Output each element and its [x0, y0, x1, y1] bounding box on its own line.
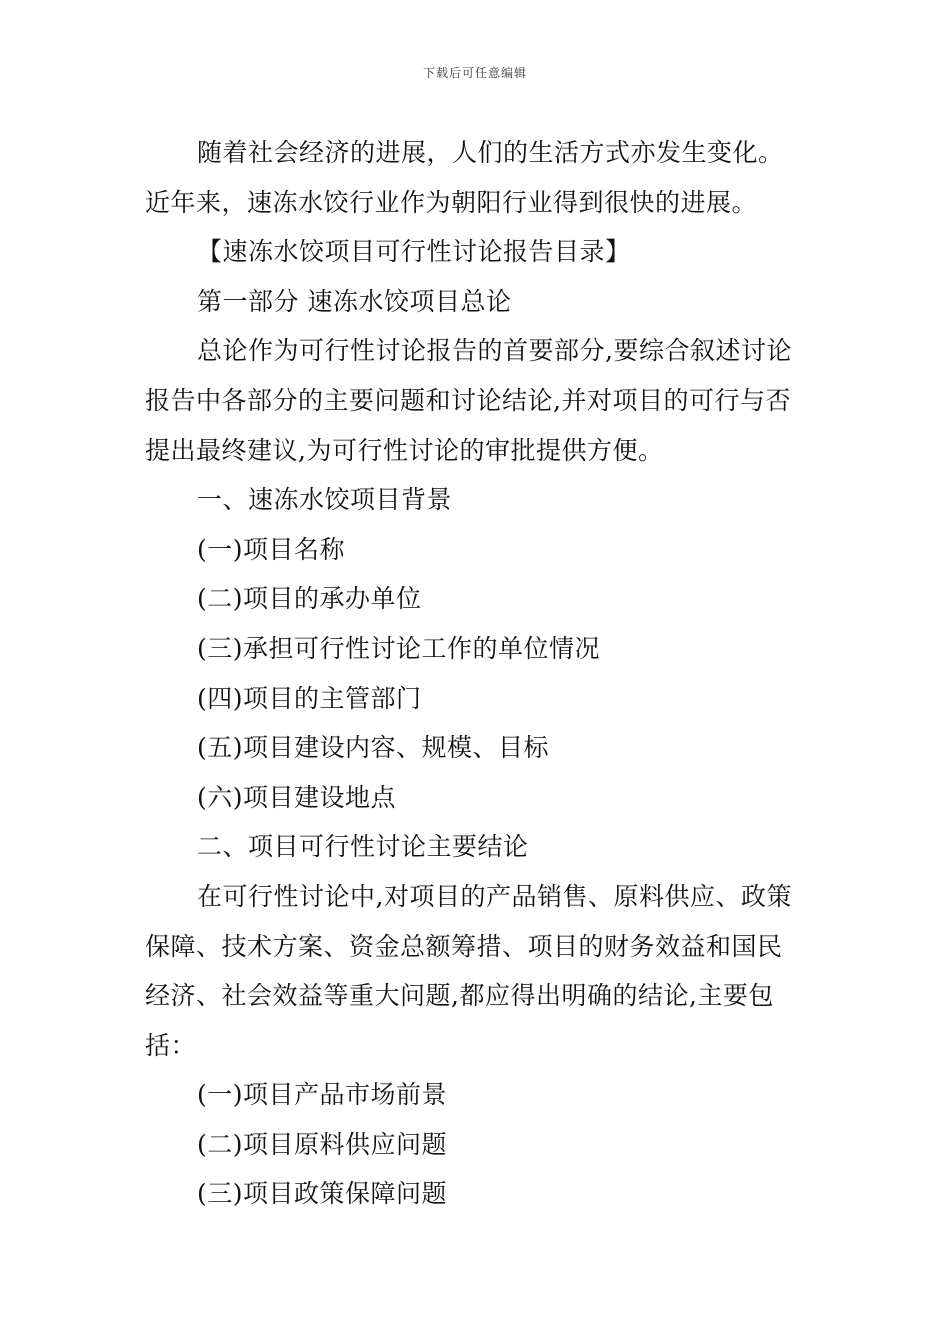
text-line: 保障、技术方案、资金总额筹措、项目的财务效益和国民 — [145, 931, 783, 961]
text-line: (五)项目建设内容、规模、目标 — [197, 733, 550, 763]
text-line: (三)承担可行性讨论工作的单位情况 — [197, 633, 601, 663]
text-line: 括： — [145, 1030, 197, 1060]
text-line: 经济、社会效益等重大问题,都应得出明确的结论,主要包 — [145, 981, 774, 1011]
document-body — [145, 128, 810, 1219]
text-line: (三)项目政策保障问题 — [197, 1179, 448, 1209]
text-line: 提出最终建议,为可行性讨论的审批提供方便。 — [145, 435, 664, 465]
text-line: 二、项目可行性讨论主要结论 — [197, 832, 529, 862]
text-line: (六)项目建设地点 — [197, 782, 397, 812]
text-line: 报告中各部分的主要问题和讨论结论,并对项目的可行与否 — [145, 385, 791, 415]
text-line: (二)项目原料供应问题 — [197, 1129, 448, 1159]
text-line: (二)项目的承办单位 — [197, 584, 422, 614]
text-line: (一)项目名称 — [197, 534, 346, 564]
text-line: 随着社会经济的进展，人们的生活方式亦发生变化。 — [197, 138, 784, 167]
text-line: (一)项目产品市场前景 — [197, 1080, 448, 1110]
text-line: 总论作为可行性讨论报告的首要部分,要综合叙述讨论 — [197, 336, 792, 366]
page-header: 下载后可任意编辑 — [422, 66, 527, 80]
text-line: 在可行性讨论中,对项目的产品销售、原料供应、政策 — [197, 881, 792, 911]
text-line: (四)项目的主管部门 — [197, 683, 422, 713]
text-line: 一、速冻水饺项目背景 — [197, 485, 453, 515]
text-line: 【速冻水饺项目可行性讨论报告目录】 — [197, 237, 631, 267]
text-line: 近年来，速冻水饺行业作为朝阳行业得到很快的进展。 — [145, 187, 758, 217]
text-line: 第一部分 速冻水饺项目总论 — [197, 286, 512, 316]
